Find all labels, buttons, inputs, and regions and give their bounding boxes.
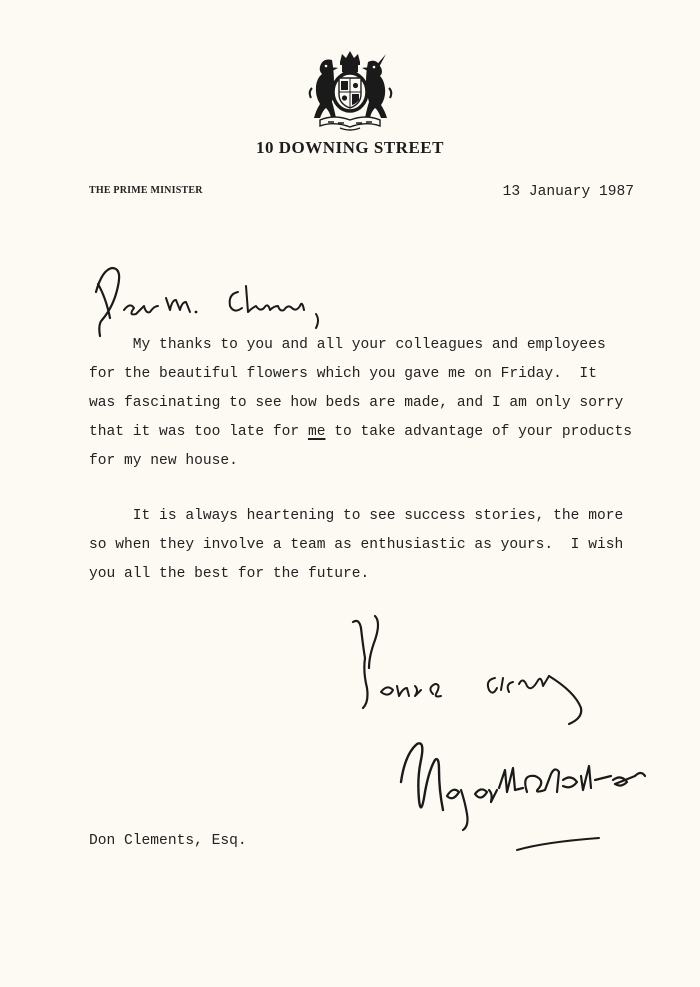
handwritten-salutation: [88, 262, 328, 342]
handwritten-signature: [395, 730, 660, 860]
body-line-end: to take advantage of your products: [325, 424, 632, 440]
body-line: for the beautiful flowers which you gave me on Friday. It: [89, 366, 597, 382]
body-line: My thanks to you and all your colleagues and employees: [89, 337, 606, 353]
emphasized-word: me: [307, 424, 326, 440]
body-line: for my new house.: [89, 453, 238, 469]
body-line: you all the best for the future.: [89, 566, 370, 582]
body-paragraph-1: [89, 331, 632, 476]
body-paragraph-2: [89, 502, 623, 589]
letter-date: 13 January 1987: [502, 184, 634, 200]
body-line-start: that it was too late for: [89, 424, 308, 440]
letterhead-address: 10 DOWNING STREET: [256, 138, 444, 157]
body-line: It is always heartening to see success stories, the more: [89, 508, 624, 524]
body-line: was fascinating to see how beds are made, and I am only sorry: [89, 395, 624, 411]
letterhead-office: THE PRIME MINISTER: [89, 185, 203, 196]
body-line: [89, 418, 632, 447]
handwritten-closing: [345, 612, 595, 727]
recipient-name: Don Clements, Esq.: [89, 833, 247, 849]
body-line: so when they involve a team as enthusiastic as yours. I wish: [89, 537, 624, 553]
royal-coat-of-arms-icon: [304, 48, 396, 134]
